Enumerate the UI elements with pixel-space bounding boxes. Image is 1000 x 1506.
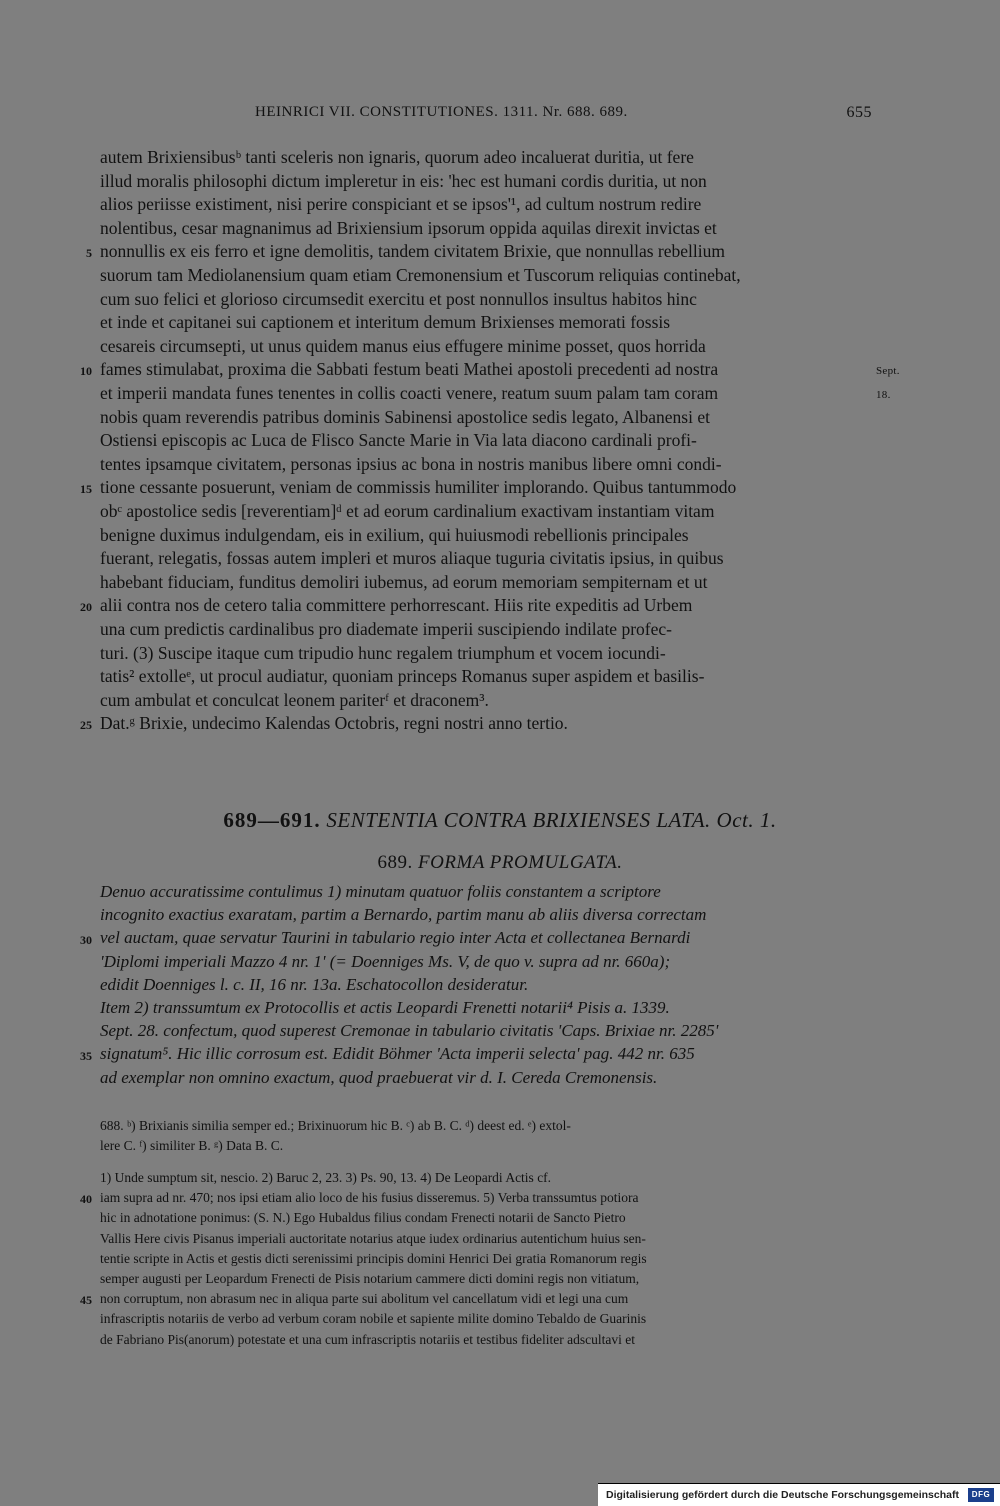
text-line: obᶜ apostolice sedis [reverentiam]ᵈ et ad eorum cardinalium exactivam instantiam vitam bbox=[100, 501, 715, 521]
text-line: cum suo felici et glorioso circumsedit exercitu et post nonnullos insultus habitos hinc bbox=[100, 288, 697, 309]
subsection-title: FORMA PROMULGATA. bbox=[418, 852, 623, 873]
text-line: de Fabriano Pis(anorum) potestate et una cum infrascriptis notariis et testibus fideliter adscultavi et bbox=[100, 1331, 635, 1347]
line-number: 25 bbox=[80, 718, 92, 733]
text-line: signatum⁵. Hic illic corrosum est. Edidit Böhmer 'Acta imperii selecta' pag. 442 nr. 635 bbox=[100, 1044, 695, 1064]
text-line: Ostiensi episcopis ac Luca de Flisco Sancte Marie in Via lata diacono cardinali profi- bbox=[100, 430, 697, 451]
line-number: 5 bbox=[86, 246, 92, 261]
section-number: 689—691. bbox=[223, 808, 321, 832]
line-number: 10 bbox=[80, 364, 92, 379]
text-line: ad exemplar non omnino exactum, quod praebuerat vir d. I. Cereda Cremonensis. bbox=[100, 1067, 658, 1087]
text-line: alii contra nos de cetero talia committere perhorrescant. Hiis rite expeditis ad Urbem bbox=[100, 595, 693, 616]
text-line: incognito exactius exaratam, partim a Bernardo, partim manu ab aliis diversa correctam bbox=[100, 905, 707, 925]
text-line: non corruptum, non abrasum nec in aliqua parte sui abolitum vel cancellatum vidi et legi una cum bbox=[100, 1291, 629, 1307]
text-line: 1) Unde sumptum sit, nescio. 2) Baruc 2, 23. 3) Ps. 90, 13. 4) De Leopardi Actis cf. bbox=[100, 1170, 552, 1185]
text-line: 688. ᵇ) Brixianis similia semper ed.; Brixinuorum hic B. ᶜ) ab B. C. ᵈ) deest ed. ᵉ) extol- bbox=[100, 1118, 571, 1133]
text-line: turi. (3) Suscipe itaque cum tripudio hunc regalem triumphum et vocem iocundi- bbox=[100, 642, 666, 663]
text-line: cesareis circumsepti, ut unus quidem manus eius effugere minime posset, quos horrida bbox=[100, 335, 706, 356]
text-line: tatis² extolleᵉ, ut procul audiatur, quoniam princeps Romanus super aspidem et basilis- bbox=[100, 666, 705, 687]
text-line: benigne duximus indulgendam, eis in exilium, qui huiusmodi rebellionis principales bbox=[100, 524, 689, 545]
line-number: 35 bbox=[80, 1049, 92, 1064]
text-line: lere C. ᶠ) similiter B. ᵍ) Data B. C. bbox=[100, 1138, 284, 1153]
text-line: nobis quam reverendis patribus dominis Sabinensi apostolice sedis legato, Albanensi et bbox=[100, 406, 710, 427]
subsection-number: 689. bbox=[377, 852, 413, 873]
text-line: et inde et capitanei sui captionem et interitum demum Brixienses memorati fossis bbox=[100, 312, 671, 333]
text-line: nolentibus, cesar magnanimus ad Brixiensium ipsorum oppida aquilas direxit invictas et bbox=[100, 217, 717, 238]
text-line: illud moralis philosophi dictum impleretur in eis: 'hec est humani cordis duritia, ut non bbox=[100, 170, 707, 191]
digitization-footer bbox=[598, 1483, 1000, 1506]
line-number: 20 bbox=[80, 600, 92, 615]
line-number: 15 bbox=[80, 482, 92, 497]
page-number: 655 bbox=[846, 104, 872, 121]
text-line: nonnullis ex eis ferro et igne demolitis, tandem civitatem Brixie, que nonnullas rebellium bbox=[100, 241, 725, 262]
dfg-logo: DFG bbox=[968, 1488, 994, 1502]
subsection-heading bbox=[0, 852, 1000, 874]
margin-date-note: Sept. 18. bbox=[876, 365, 900, 402]
text-line: una cum predictis cardinalibus pro diademate imperii suscipiendo indilate profec- bbox=[100, 619, 672, 639]
text-line: Vallis Here civis Pisanus imperiali auctoritate notarius atque iudex ordinarius autentichum huius sen- bbox=[100, 1230, 646, 1246]
line-number: 40 bbox=[80, 1192, 92, 1207]
text-line: iam supra ad nr. 470; nos ipsi etiam alio loco de his fusius disseremus. 5) Verba transsumtus potiora bbox=[100, 1190, 639, 1206]
text-line: Item 2) transsumtum ex Protocollis et actis Leopardi Frenetti notarii⁴ Pisis a. 1339. bbox=[100, 998, 670, 1017]
text-line: autem Brixiensibusᵇ tanti sceleris non ignaris, quorum adeo incaluerat duritia, ut fere bbox=[100, 147, 694, 167]
running-head: HEINRICI VII. CONSTITUTIONES. 1311. Nr. 688. 689. bbox=[255, 104, 628, 120]
text-line: vel auctam, quae servatur Taurini in tabulario regio inter Acta et collectanea Bernardi bbox=[100, 928, 691, 948]
footer-text: Digitalisierung gefördert durch die Deutsche Forschungsgemeinschaft bbox=[606, 1489, 959, 1501]
text-line: tentes ipsamque civitatem, personas ipsius ac bona in nostris manibus libere omni condi- bbox=[100, 453, 722, 474]
running-header bbox=[100, 104, 872, 128]
text-line: et imperii mandata funes tenentes in collis coacti venere, reatum suum palam tam coram bbox=[100, 383, 719, 403]
section-title: SENTENTIA CONTRA BRIXIENSES LATA. bbox=[326, 808, 711, 832]
section-heading bbox=[0, 808, 1000, 833]
text-line: tione cessante posuerunt, veniam de commissis humiliter implorando. Quibus tantummodo bbox=[100, 477, 737, 498]
text-line: edidit Doenniges l. c. II, 16 nr. 13a. Eschatocollon desideratur. bbox=[100, 974, 529, 994]
text-line: Denuo accuratissime contulimus 1) minutam quatuor foliis constantem a scriptore bbox=[100, 882, 661, 901]
text-line: fuerant, relegatis, fossas autem impleri et muros aliaque tuguria civitatis ipsius, in quibus bbox=[100, 548, 724, 569]
text-line: fames stimulabat, proxima die Sabbati festum beati Mathei apostoli precedenti ad nostra bbox=[100, 359, 719, 380]
line-number: 30 bbox=[80, 933, 92, 948]
text-line: Sept. 28. confectum, quod superest Cremonae in tabulario civitatis 'Caps. Brixiae nr. 2285' bbox=[100, 1021, 719, 1041]
text-line: hic in adnotatione ponimus: (S. N.) Ego Hubaldus filius condam Frenecti notarii de Sancto Pietro bbox=[100, 1210, 626, 1226]
text-line: Dat.ᵍ Brixie, undecimo Kalendas Octobris, regni nostri anno tertio. bbox=[100, 713, 568, 734]
text-line: habebant fiduciam, funditus demoliri iubemus, ad eorum memoriam sempiternam et ut bbox=[100, 571, 708, 592]
line-number: 45 bbox=[80, 1293, 92, 1308]
text-line: tentie scripte in Actis et gestis dicti serenissimi principis domini Henrici Dei gratia Romanorum regis bbox=[100, 1250, 647, 1266]
section-date: Oct. 1. bbox=[716, 808, 777, 832]
text-line: suorum tam Mediolanensium quam etiam Cremonensium et Tuscorum reliquias continebat, bbox=[100, 265, 741, 285]
text-line: alios periisse existiment, nisi perire conspiciant et se ipsos'¹, ad cultum nostrum redire bbox=[100, 194, 702, 215]
text-line: 'Diplomi imperiali Mazzo 4 nr. 1' (= Doenniges Ms. V, de quo v. supra ad nr. 660a); bbox=[100, 951, 671, 971]
text-line: infrascriptis notariis de verbo ad verbum coram nobile et sapiente milite domino Tebaldo de Guarinis bbox=[100, 1311, 647, 1327]
text-line: cum ambulat et conculcat leonem pariterᶠ et draconem³. bbox=[100, 689, 489, 710]
text-line: semper augusti per Leopardum Frenecti de Pisis notarium cammere dicti domini regis non vitiatum, bbox=[100, 1271, 640, 1286]
